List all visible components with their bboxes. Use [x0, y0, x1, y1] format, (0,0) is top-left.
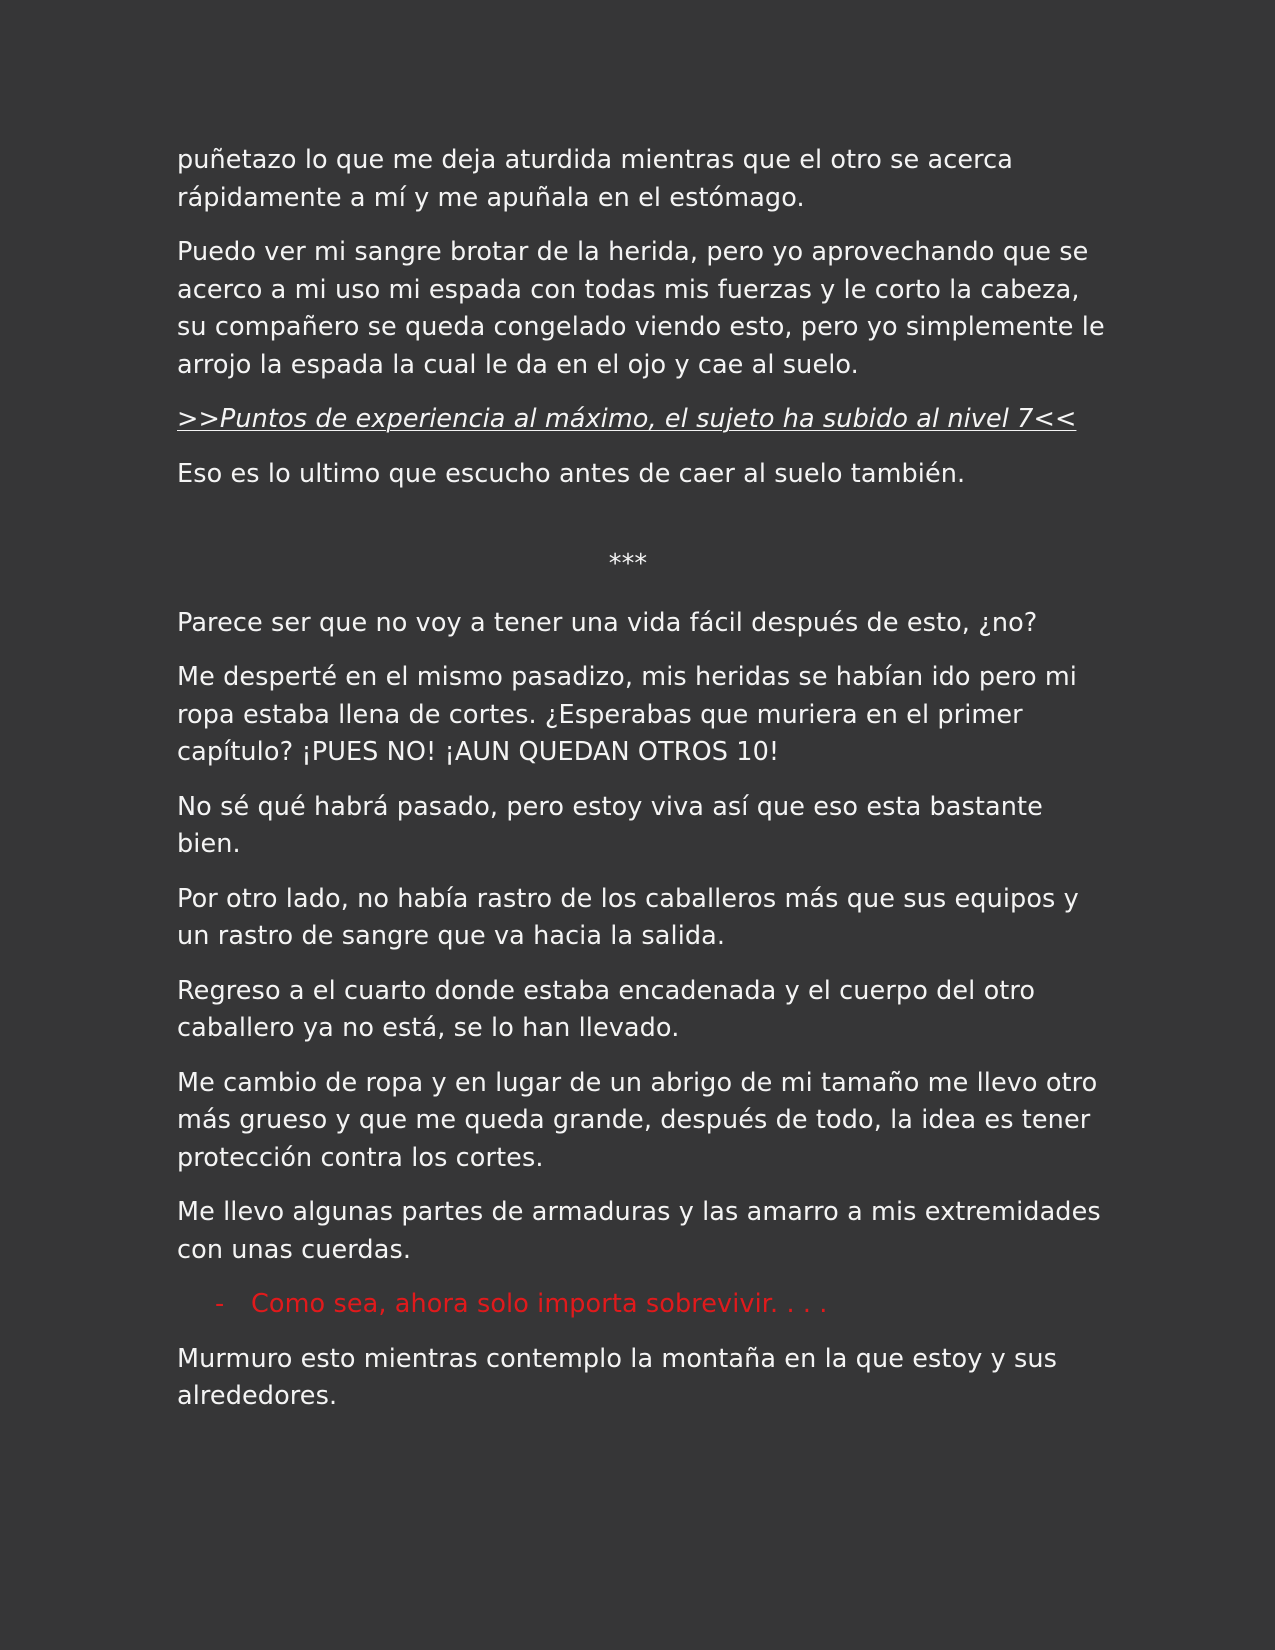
- document-page: [177, 142, 1107, 1433]
- paragraph: Me cambio de ropa y en lugar de un abrigo de mi tamaño me llevo otro más grueso y que me queda grande, después de todo, la idea es tener protección contra los cortes.: [177, 1067, 1098, 1173]
- dialogue-line: [177, 1286, 1107, 1324]
- paragraph: Eso es lo ultimo que escucho antes de caer al suelo también.: [177, 458, 966, 489]
- paragraph: Me desperté en el mismo pasadizo, mis heridas se habían ido pero mi ropa estaba llena de cortes. ¿Esperabas que muriera en el primer capítulo? ¡PUES NO! ¡AUN QUEDAN OTROS 10!: [177, 662, 1077, 767]
- paragraph: Por otro lado, no había rastro de los caballeros más que sus equipos y un rastro de sangre que va hacia la salida.: [177, 883, 1079, 951]
- system-message: >>Puntos de experiencia al máximo, el sujeto ha subido al nivel 7<<: [177, 404, 1077, 434]
- dialogue-dash: -: [215, 1289, 225, 1319]
- paragraph: puñetazo lo que me deja aturdida mientras que el otro se acerca rápidamente a mí y me apuñala en el estómago.: [177, 145, 1013, 213]
- paragraph: Regreso a el cuarto donde estaba encadenada y el cuerpo del otro caballero ya no está, se lo han llevado.: [177, 975, 1036, 1043]
- scene-separator: ***: [608, 549, 648, 579]
- paragraph: No sé qué habrá pasado, pero estoy viva así que eso esta bastante bien.: [177, 791, 1043, 859]
- closing-paragraph: Murmuro esto mientras contemplo la montaña en la que estoy y sus alrededores.: [177, 1343, 1058, 1411]
- paragraph: Parece ser que no voy a tener una vida fácil después de esto, ¿no?: [177, 607, 1038, 638]
- paragraph: Me llevo algunas partes de armaduras y las amarro a mis extremidades con unas cuerdas.: [177, 1197, 1101, 1265]
- dialogue-text: Como sea, ahora solo importa sobrevivir. . . .: [251, 1289, 828, 1319]
- paragraph: Puedo ver mi sangre brotar de la herida, pero yo aprovechando que se acerco a mi uso mi espada con todas mis fuerzas y le corto la cabeza, su compañero se queda congelado viendo esto, pero yo simplemente le arrojo la espada la cual le da en el ojo y cae al suelo.: [177, 237, 1105, 380]
